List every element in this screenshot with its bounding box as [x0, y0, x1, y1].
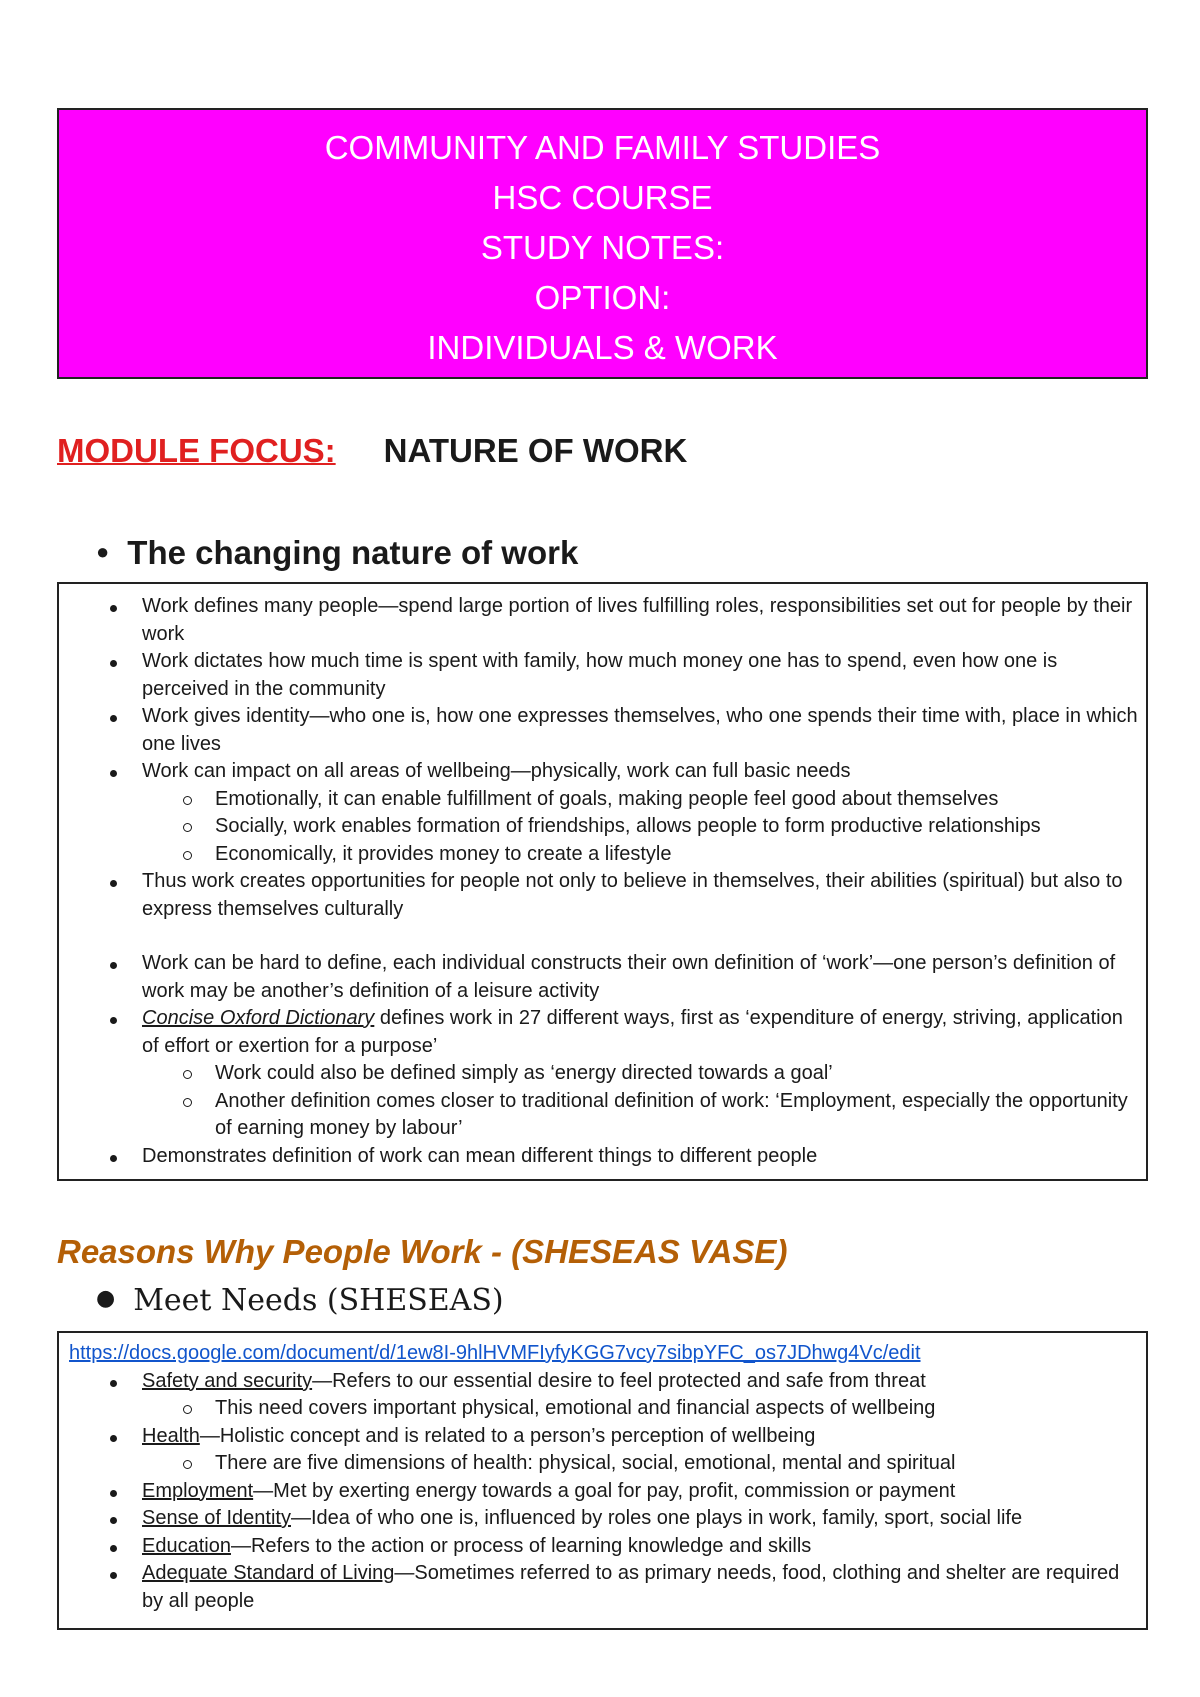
bullet-icon: ●: [96, 539, 110, 564]
module-focus-label: MODULE FOCUS:: [57, 432, 336, 469]
list-item-text: defines work in 27 different ways, first as ‘expenditure of energy, striving, application of effort or exertion for a purpose’: [142, 1007, 1123, 1057]
module-focus-value: NATURE OF WORK: [383, 432, 688, 469]
list-item: Work dictates how much time is spent with family, how much money one has to spend, even how one is perceived in the community: [59, 648, 1146, 703]
need-desc: —Sometimes referred to as primary needs, food, clothing and shelter are required by all people: [142, 1562, 1120, 1612]
sub-list-item: This need covers important physical, emotional and financial aspects of wellbeing: [59, 1395, 1138, 1423]
list-item: [59, 1005, 1146, 1143]
list-item: Thus work creates opportunities for people not only to believe in themselves, their abilities (spiritual) but also to express themselves culturally: [59, 868, 1146, 923]
list-item: [59, 1368, 1146, 1423]
need-term: Adequate Standard of Living: [142, 1562, 395, 1584]
safety-sublist: [142, 1395, 1138, 1423]
sub-list-item: There are five dimensions of health: physical, social, emotional, mental and spiritual: [59, 1450, 1138, 1478]
meet-needs-heading: [96, 1283, 504, 1318]
need-desc: —Refers to the action or process of learning knowledge and skills: [230, 1534, 812, 1557]
title-box: [57, 108, 1148, 379]
sub-list-item: Socially, work enables formation of friendships, allows people to form productive relationships: [59, 813, 1138, 841]
title-line: INDIVIDUALS & WORK: [427, 329, 778, 366]
dictionary-sublist: [142, 1060, 1138, 1143]
list-item: Work can be hard to define, each individual constructs their own definition of ‘work’—one person’s definition of work may be another’s definition of a leisure activity: [59, 950, 1146, 1005]
wellbeing-sublist: [142, 786, 1138, 869]
need-desc: —Idea of who one is, influenced by roles one plays in work, family, sport, social life: [290, 1507, 1023, 1529]
list-item: [59, 1478, 1146, 1506]
changing-nature-heading-text: The changing nature of work: [127, 534, 579, 571]
need-desc: —Holistic concept and is related to a person’s perception of wellbeing: [199, 1424, 816, 1447]
list-item: Work gives identity—who one is, how one expresses themselves, who one spends their time with, place in which one lives: [59, 703, 1146, 758]
list-item: [59, 758, 1146, 868]
title-line: OPTION:: [534, 279, 671, 316]
list-item: [59, 1560, 1146, 1615]
sub-list-item: Emotionally, it can enable fulfillment of goals, making people feel good about themselves: [59, 786, 1138, 814]
list-item-text: Work can impact on all areas of wellbeing—physically, work can full basic needs: [142, 760, 851, 782]
title-line: HSC COURSE: [492, 179, 713, 216]
title-line: STUDY NOTES:: [480, 229, 725, 266]
need-term: Education: [142, 1534, 231, 1557]
need-term: Safety and security: [142, 1369, 313, 1392]
sub-list-item: Economically, it provides money to create a lifestyle: [59, 841, 1138, 869]
module-focus: [57, 432, 687, 470]
need-term: Employment: [142, 1479, 254, 1502]
need-term: Sense of Identity: [142, 1507, 291, 1529]
bullet-icon: ●: [96, 1286, 116, 1311]
sub-list-item: Another definition comes closer to traditional definition of work: ‘Employment, especially the opportunity of earning money by labour’: [59, 1088, 1138, 1143]
changing-nature-list: [59, 593, 1146, 1170]
health-sublist: [142, 1450, 1138, 1478]
title-line: COMMUNITY AND FAMILY STUDIES: [324, 129, 881, 166]
reasons-box: [57, 1331, 1148, 1630]
changing-nature-box: [57, 582, 1148, 1181]
need-desc: —Refers to our essential desire to feel protected and safe from threat: [312, 1369, 926, 1392]
dictionary-title: Concise Oxford Dictionary: [142, 1007, 375, 1029]
list-item: [59, 1423, 1146, 1478]
meet-needs-heading-text: Meet Needs (SHESEAS): [133, 1283, 504, 1318]
need-term: Health: [142, 1424, 200, 1447]
list-item: [59, 1533, 1146, 1561]
need-desc: —Met by exerting energy towards a goal for pay, profit, commission or payment: [253, 1479, 956, 1502]
list-item: Demonstrates definition of work can mean different things to different people: [59, 1143, 1146, 1171]
needs-list: [59, 1368, 1146, 1616]
list-item: [59, 1505, 1146, 1533]
reference-link[interactable]: https://docs.google.com/document/d/1ew8I-9hlHVMFIyfyKGG7vcy7sibpYFC_os7JDhwg4Vc/edit: [69, 1342, 921, 1364]
list-spacer: [59, 923, 1146, 950]
changing-nature-heading: [96, 534, 578, 572]
sub-list-item: Work could also be defined simply as ‘energy directed towards a goal’: [59, 1060, 1138, 1088]
reasons-heading: Reasons Why People Work - (SHESEAS VASE): [57, 1233, 788, 1270]
list-item: Work defines many people—spend large portion of lives fulfilling roles, responsibilities set out for people by their work: [59, 593, 1146, 648]
